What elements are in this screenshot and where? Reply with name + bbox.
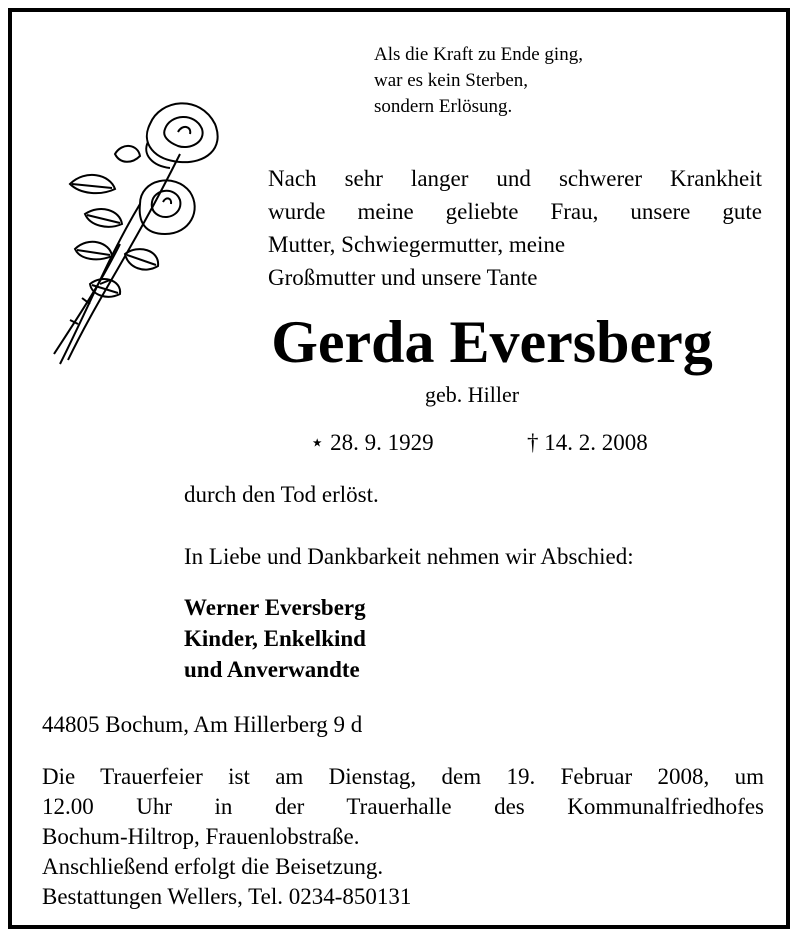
intro-line: Mutter, Schwiegermutter, meine — [268, 232, 566, 257]
intro-text — [268, 162, 762, 294]
ceremony-line: Anschließend erfolgt die Beisetzung. — [42, 854, 384, 879]
obituary-notice — [8, 8, 790, 929]
death-date: † 14. 2. 2008 — [527, 430, 648, 455]
released-text: durch den Tod erlöst. — [184, 482, 379, 507]
motto-line: war es kein Sterben, — [374, 70, 529, 91]
intro-line: wurde meine geliebte Frau, unsere gute — [268, 199, 762, 224]
motto-line: sondern Erlösung. — [374, 96, 513, 117]
mourners-list — [184, 592, 366, 685]
maiden-name: geb. Hiller — [424, 382, 520, 407]
motto-verse — [374, 42, 583, 120]
motto-line: Als die Kraft zu Ende ging, — [374, 44, 583, 65]
birth-date: ⋆ 28. 9. 1929 — [310, 430, 434, 455]
intro-line: Großmutter und unsere Tante — [268, 265, 538, 290]
farewell-text: In Liebe und Dankbarkeit nehmen wir Abschied: — [184, 544, 634, 569]
family-address: 44805 Bochum, Am Hillerberg 9 d — [42, 712, 363, 737]
deceased-name: Gerda Eversberg — [271, 309, 713, 375]
mourner-line: Kinder, Enkelkind — [184, 626, 366, 651]
ceremony-line: 12.00 Uhr in der Trauerhalle des Kommunalfriedhofes — [42, 794, 764, 819]
intro-line: Nach sehr langer und schwerer Krankheit — [268, 166, 762, 191]
ceremony-info — [42, 762, 764, 912]
mourner-line: Werner Eversberg — [184, 595, 366, 620]
ceremony-line: Die Trauerfeier ist am Dienstag, dem 19. Februar 2008, um — [42, 764, 764, 789]
ceremony-line: Bestattungen Wellers, Tel. 0234-850131 — [42, 884, 412, 909]
ceremony-line: Bochum-Hiltrop, Frauenlobstraße. — [42, 824, 360, 849]
mourner-line: und Anverwandte — [184, 657, 360, 682]
